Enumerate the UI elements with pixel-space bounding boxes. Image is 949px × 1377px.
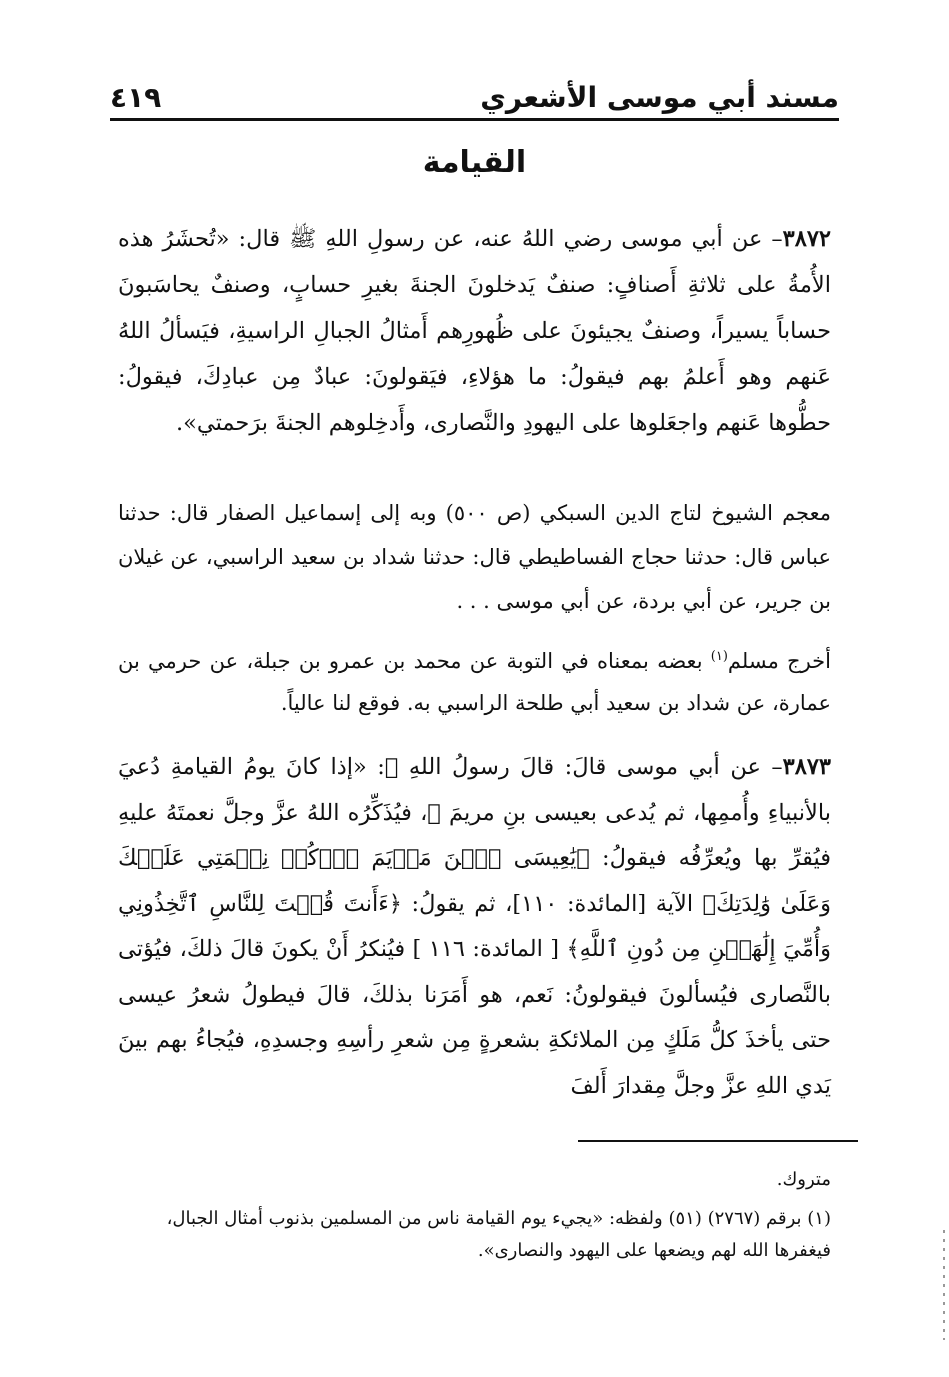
takhrij-note bbox=[118, 636, 831, 724]
hadith-text: – عن أبي موسى قالَ: قالَ رسولُ اللهِ ﷺ: «إذا كانَ يومُ القيامةِ دُعيَ بالأنبياءِ وأُممِها، ثم يُدعى بعيسى بنِ مريمَ ﷺ، فيُذَكِّرُه اللهُ عزَّ وجلَّ نعمتَهُ عليهِ فيُقرِّ بها ويُعرِّفُه فيقولُ: ﴿يَٰعِيسَى ٱبۡنَ مَرۡيَمَ ٱذۡكُرۡ نِعۡمَتِي عَلَيۡكَ وَعَلَىٰ وَٰلِدَتِكَ﴾ الآية [المائدة: ١١٠]، ثم يقولُ: ﴿ءَأَنتَ قُلۡتَ لِلنَّاسِ ٱتَّخِذُونِي وَأُمِّيَ إِلَٰهَيۡنِ مِن دُونِ ٱللَّهِ﴾ [ المائدة: ١١٦ ] فيُنكرُ أَنْ يكونَ قالَ ذلكَ، فيُؤتى بالنَّصارى فيُسألونَ فيقولونُ: نَعم، هو أَمَرَنا بذلكَ، قالَ فيطولُ شعرُ عيسى حتى يأخذَ كلُّ مَلَكٍ مِن الملائكةِ بشعرةٍ مِن شعرِ رأسِهِ وجسدِهِ، فيُجاءُ بهم بينَ يَدي اللهِ عزَّ وجلَّ مِقدارَ أَلفَ bbox=[118, 754, 831, 1099]
hadith-3872 bbox=[118, 216, 831, 446]
footnote-marker: (١) bbox=[710, 649, 728, 664]
takhrij-text-end: بعضه بمعناه في التوبة عن محمد بن عمرو بن جبلة، عن حرمي بن عمارة، عن شداد بن سعيد أبي طلحة الراسبي به. فوقع لنا عالياً. bbox=[118, 649, 831, 715]
chapter-title: القيامة bbox=[422, 145, 527, 180]
header-rule bbox=[110, 118, 839, 121]
footnote-continuation: متروك. bbox=[776, 1169, 831, 1190]
hadith-text: – عن أبي موسى رضي اللهُ عنه، عن رسولِ اللهِ ﷺ قال: «تُحشَرُ هذه الأُمةُ على ثلاثةِ أَصنافٍ: صنفٌ يَدخلونَ الجنةَ بغيرِ حسابٍ، وصنفٌ يحاسَبونَ حساباً يسيراً، وصنفٌ يجيئونَ على ظُهورِهم أَمثالُ الجبالِ الراسيةِ، فيَسألُ اللهُ عَنهم وهو أَعلمُ بهم فيقولُ: ما هؤلاءِ، فيَقولونَ: عبادٌ مِن عبادِكَ، فيقولُ: حطُّوها عَنهم واجعَلوها على اليهودِ والنَّصارى، وأَدخِلوهم الجنةَ برَحمتي». bbox=[118, 226, 831, 436]
hadith-3873 bbox=[118, 745, 831, 1109]
page-number: ٤١٩ bbox=[110, 80, 162, 114]
book-title: مسند أبي موسى الأشعري bbox=[480, 80, 839, 114]
running-header bbox=[110, 78, 839, 116]
source-citation: معجم الشيوخ لتاج الدين السبكي (ص ٥٠٠) وبه إلى إسماعيل الصفار قال: حدثنا عباس قال: حدثنا حجاج الفساطيطي قال: حدثنا شداد بن سعيد الراسبي، عن غيلان بن جرير، عن أبي بردة، عن أبي موسى . . . bbox=[118, 501, 831, 613]
hadith-number: ٣٨٧٣ bbox=[782, 754, 831, 780]
takhrij-text-start: أخرج مسلم bbox=[727, 649, 831, 673]
footnote-1: (١) برقم (٢٧٦٧) (٥١) ولفظه: «يجيء يوم القيامة ناس من المسلمين بذنوب أمثال الجبال، فيغفرها الله لهم ويضعها على اليهود والنصارى». bbox=[166, 1208, 831, 1261]
hadith-number: ٣٨٧٢ bbox=[782, 226, 831, 252]
scan-edge-marks bbox=[943, 1230, 945, 1340]
footnote-separator bbox=[578, 1140, 858, 1142]
